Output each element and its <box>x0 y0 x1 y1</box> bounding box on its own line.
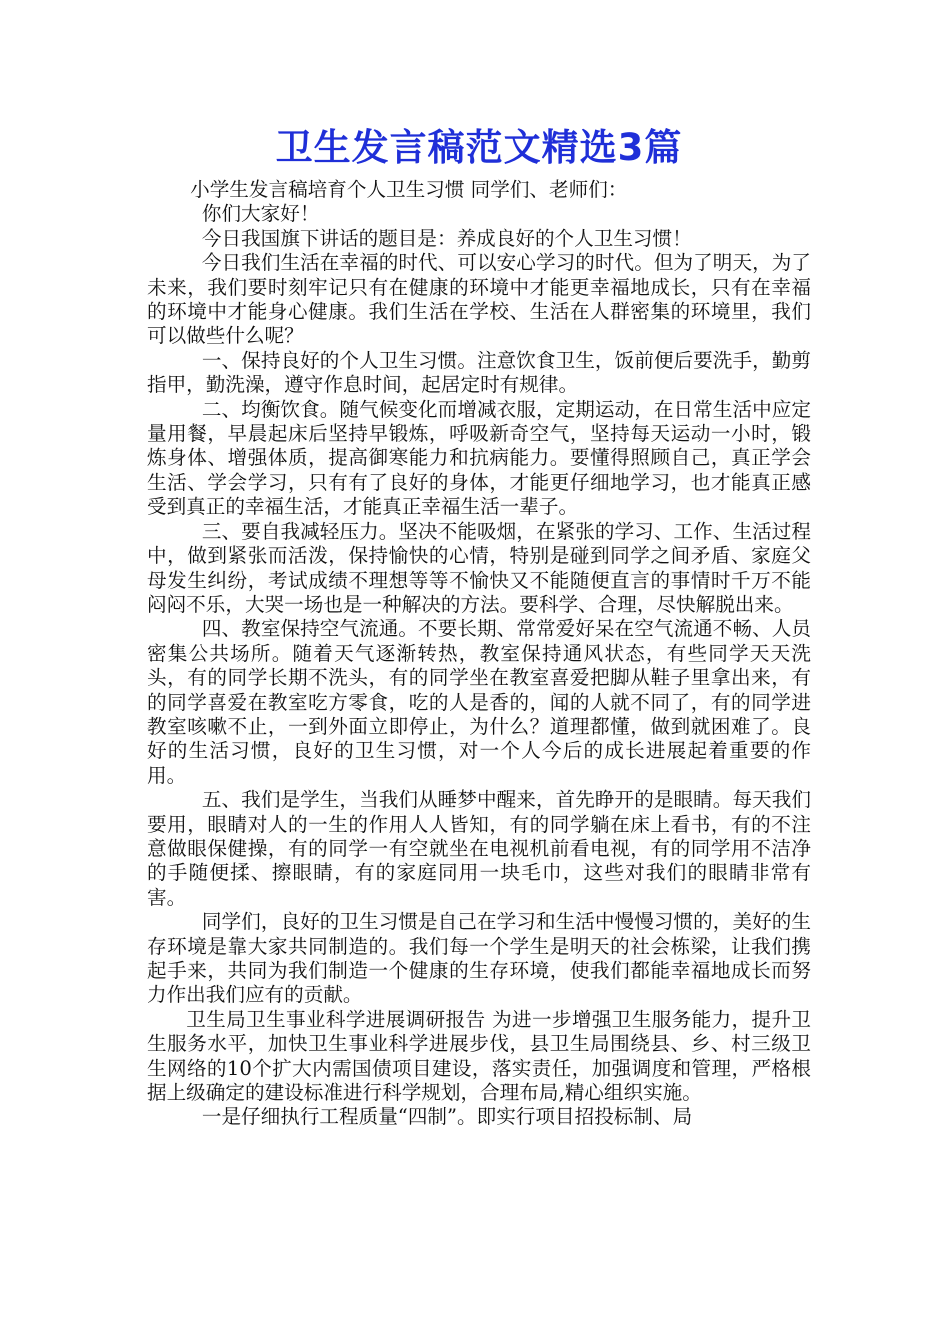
paragraph-point-1: 一、保持良好的个人卫生习惯。注意饮食卫生，饭前便后要洗手，勤剪指甲，勤洗澡，遵守作息时间，起居定时有规律。 <box>147 348 811 397</box>
paragraph-intro: 小学生发言稿培育个人卫生习惯 同学们、老师们： <box>190 178 628 201</box>
paragraph-topic: 今日我国旗下讲话的题目是：养成良好的个人卫生习惯！ <box>201 226 692 250</box>
paragraph-report-intro: 卫生局卫生事业科学进展调研报告 为进一步增强卫生服务能力，提升卫生服务水平，加快卫生事业科学进展步伐，县卫生局围绕县、乡、村三级卫生网络的10个扩大内需国债项目建设，落实责任，加强调度和管理，严格根据上级确定的建设标准进行科学规划，合理布局,精心组织实施。 <box>147 1007 811 1105</box>
document-body <box>147 178 811 1130</box>
document-page <box>147 118 811 1130</box>
paragraph-closing: 同学们，良好的卫生习惯是自己在学习和生活中慢慢习惯的，美好的生存环境是靠大家共同制造的。我们每一个学生是明天的社会栋梁，让我们携起手来，共同为我们制造一个健康的生存环境，使我们都能幸福地成长而努力作出我们应有的贡献。 <box>147 910 811 1007</box>
paragraph-greeting: 你们大家好！ <box>201 202 320 226</box>
document-title: 卫生发言稿范文精选3篇 <box>275 126 683 169</box>
paragraph-point-4: 四、教室保持空气流通。不要长期、常常爱好呆在空气流通不畅、人员密集公共场所。随着天气逐渐转热，教室保持通风状态，有些同学天天洗头，有的同学长期不洗头，有的同学坐在教室喜爱把脚从鞋子里拿出来，有的同学喜爱在教室吃方零食，吃的人是香的，闻的人就不同了，有的同学进教室咳嗽不止，一到外面立即停止，为什么？道理都懂，做到就困难了。良好的生活习惯，良好的卫生习惯，对一个人今后的成长进展起着重要的作用。 <box>147 617 811 787</box>
paragraph-opening: 今日我们生活在幸福的时代、可以安心学习的时代。但为了明天，为了未来，我们要时刻牢记只有在健康的环境中才能更幸福地成长，只有在幸福的环境中才能身心健康。我们生活在学校、生活在人群密集的环境里，我们可以做些什么呢？ <box>147 251 811 348</box>
paragraph-point-2: 二、均衡饮食。随气候变化而增减衣服，定期运动，在日常生活中应定量用餐，早晨起床后坚持早锻炼，呼吸新奇空气，坚持每天运动一小时，锻炼身体、增强体质，提高御寒能力和抗病能力。要懂得照顾自己，真正学会生活、学会学习，只有有了良好的身体，才能更仔细地学习，也才能真正感受到真正的幸福生活，才能真正幸福生活一辈子。 <box>147 397 811 519</box>
paragraph-point-5: 五、我们是学生，当我们从睡梦中醒来，首先睁开的是眼睛。每天我们要用，眼睛对人的一生的作用人人皆知，有的同学躺在床上看书，有的不注意做眼保健操，有的同学一有空就坐在电视机前看电视，有的同学用不洁净的手随便揉、擦眼睛，有的家庭同用一块毛巾，这些对我们的眼睛非常有害。 <box>147 788 811 909</box>
paragraph-point-3: 三、要自我减轻压力。坚决不能吸烟，在紧张的学习、工作、生活过程中，做到紧张而活泼，保持愉快的心情，特别是碰到同学之间矛盾、家庭父母发生纠纷，考试成绩不理想等等不愉快又不能随便直言的事情时千万不能闷闷不乐，大哭一场也是一种解决的方法。要科学、合理，尽快解脱出来。 <box>147 519 811 616</box>
paragraph-report-point-1: 一是仔细执行工程质量“四制”。即实行项目招投标制、局 <box>201 1105 693 1129</box>
